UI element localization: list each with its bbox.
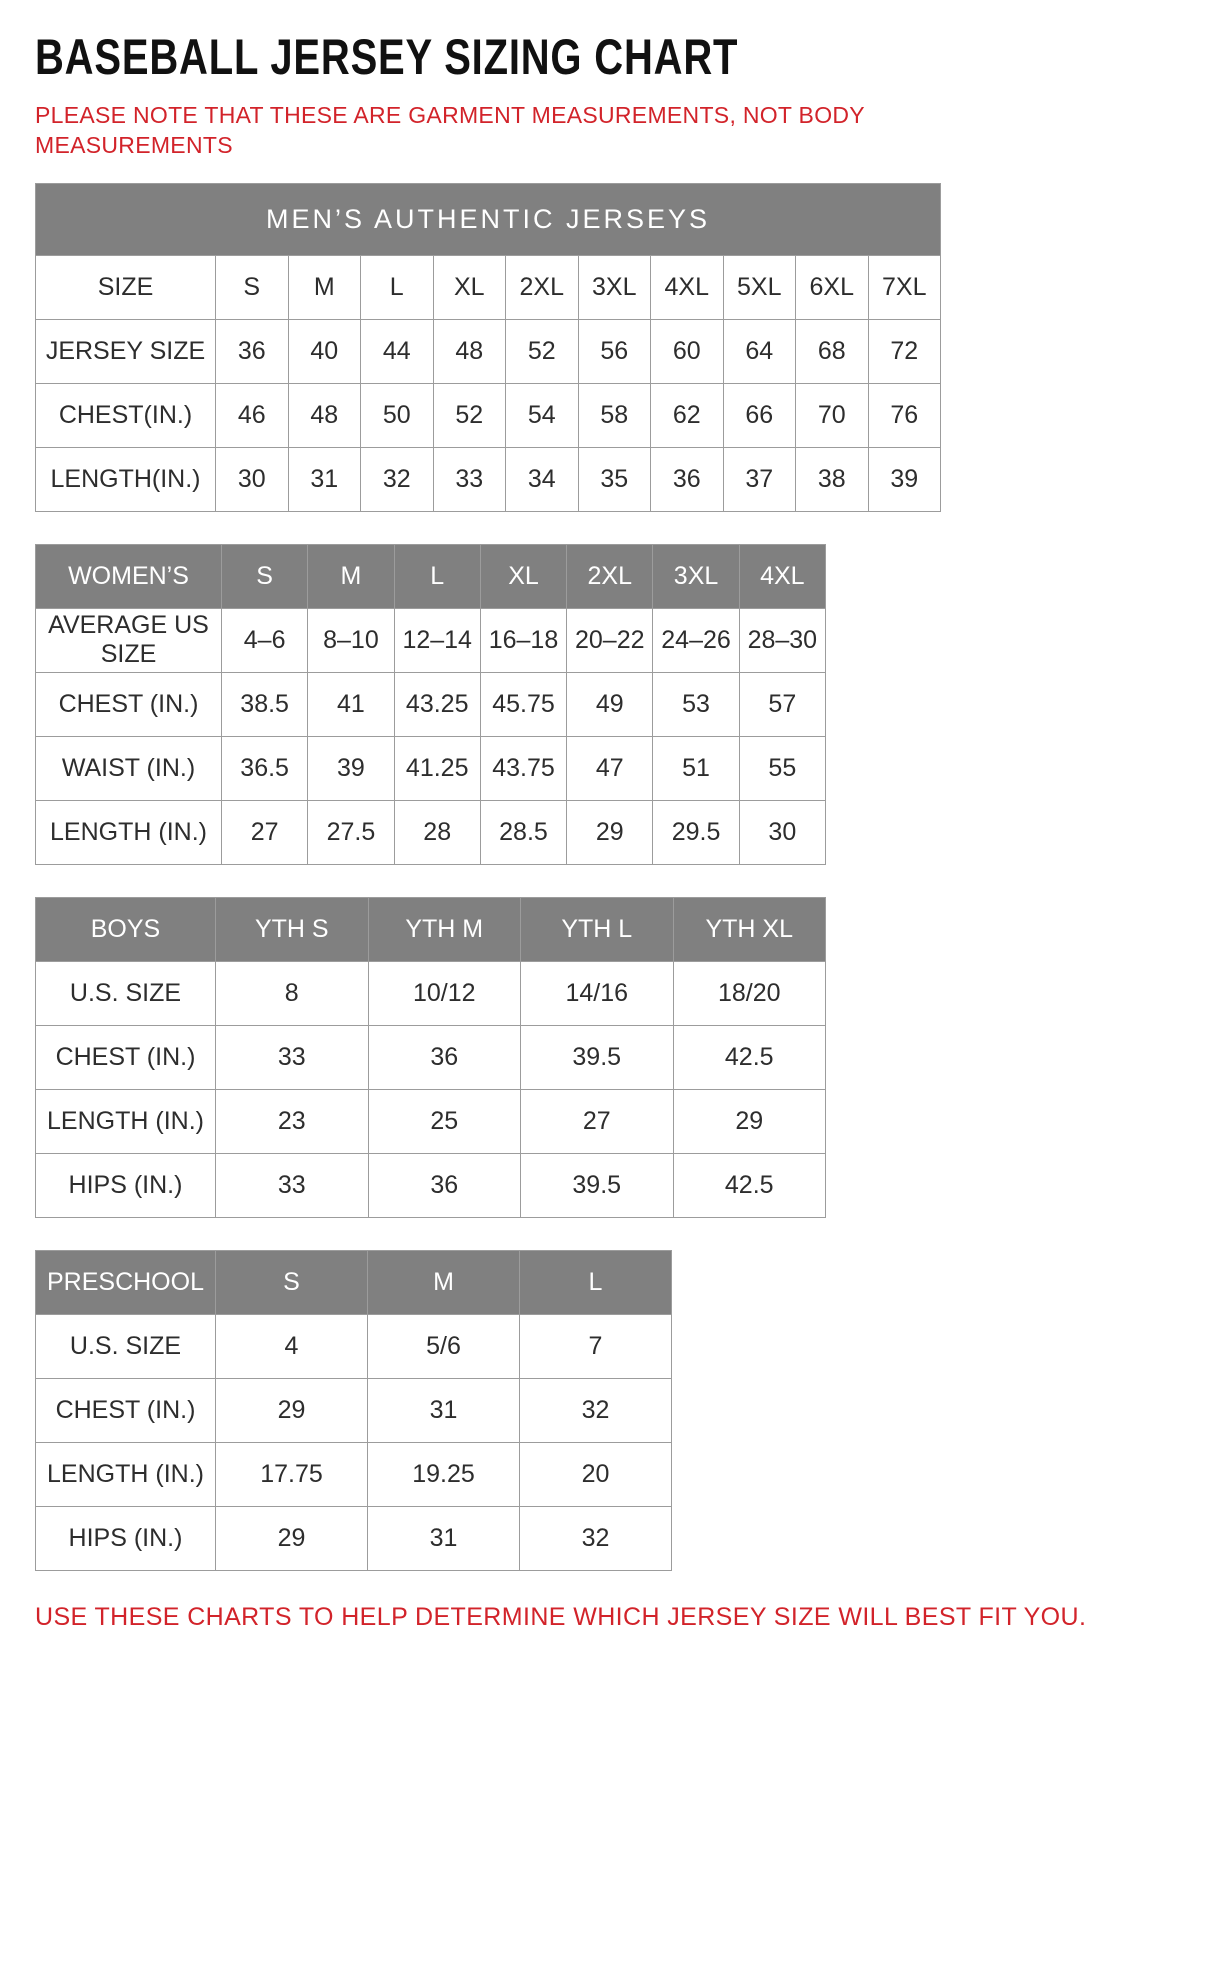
table-title-cell: PRESCHOOL — [36, 1250, 216, 1314]
table-row — [36, 672, 826, 736]
value-cell: 39 — [868, 447, 941, 511]
value-cell: 33 — [216, 1025, 369, 1089]
size-header-cell: YTH XL — [673, 897, 826, 961]
table-title-cell: WOMEN’S — [36, 544, 222, 608]
value-cell: 40 — [288, 319, 361, 383]
value-cell: 18/20 — [673, 961, 826, 1025]
size-header-cell: S — [222, 544, 308, 608]
row-label-cell: JERSEY SIZE — [36, 319, 216, 383]
value-cell: 56 — [578, 319, 651, 383]
value-cell: 70 — [796, 383, 869, 447]
value-cell: S — [216, 255, 289, 319]
value-cell: 10/12 — [368, 961, 521, 1025]
row-label-cell: CHEST (IN.) — [36, 1025, 216, 1089]
value-cell: 36 — [368, 1153, 521, 1217]
value-cell: 31 — [368, 1506, 520, 1570]
size-header-cell: 2XL — [567, 544, 653, 608]
value-cell: 32 — [520, 1378, 672, 1442]
value-cell: 42.5 — [673, 1153, 826, 1217]
value-cell: 62 — [651, 383, 724, 447]
size-header-cell: 4XL — [739, 544, 825, 608]
row-label-cell: HIPS (IN.) — [36, 1506, 216, 1570]
value-cell: 7XL — [868, 255, 941, 319]
value-cell: 31 — [288, 447, 361, 511]
value-cell: 33 — [216, 1153, 369, 1217]
value-cell: 20 — [520, 1442, 672, 1506]
value-cell: 30 — [739, 800, 825, 864]
value-cell: 6XL — [796, 255, 869, 319]
table-row — [36, 897, 826, 961]
value-cell: 7 — [520, 1314, 672, 1378]
value-cell: 64 — [723, 319, 796, 383]
table-row — [36, 447, 941, 511]
size-header-cell: YTH L — [521, 897, 674, 961]
value-cell: 54 — [506, 383, 579, 447]
value-cell: 37 — [723, 447, 796, 511]
value-cell: 43.25 — [394, 672, 480, 736]
table-row — [36, 255, 941, 319]
value-cell: 53 — [653, 672, 739, 736]
table-row — [36, 544, 826, 608]
value-cell: 68 — [796, 319, 869, 383]
value-cell: 29 — [216, 1506, 368, 1570]
value-cell: 57 — [739, 672, 825, 736]
page-title: BASEBALL JERSEY SIZING CHART — [35, 29, 739, 85]
row-label-cell: U.S. SIZE — [36, 961, 216, 1025]
value-cell: 36 — [368, 1025, 521, 1089]
value-cell: 8 — [216, 961, 369, 1025]
value-cell: 29 — [567, 800, 653, 864]
value-cell: 60 — [651, 319, 724, 383]
value-cell: 39.5 — [521, 1153, 674, 1217]
value-cell: 36 — [216, 319, 289, 383]
size-header-cell: M — [308, 544, 394, 608]
value-cell: 41 — [308, 672, 394, 736]
value-cell: 39 — [308, 736, 394, 800]
value-cell: 44 — [361, 319, 434, 383]
table-row — [36, 1025, 826, 1089]
size-header-cell: S — [216, 1250, 368, 1314]
row-label-cell: LENGTH (IN.) — [36, 1442, 216, 1506]
row-label-cell: SIZE — [36, 255, 216, 319]
preschool-jerseys-table — [35, 1250, 672, 1571]
table-row — [36, 1378, 672, 1442]
value-cell: 52 — [506, 319, 579, 383]
value-cell: 35 — [578, 447, 651, 511]
value-cell: 66 — [723, 383, 796, 447]
value-cell: 27 — [521, 1089, 674, 1153]
row-label-cell: CHEST (IN.) — [36, 1378, 216, 1442]
table-row — [36, 800, 826, 864]
value-cell: 4XL — [651, 255, 724, 319]
value-cell: 55 — [739, 736, 825, 800]
table-row — [36, 1314, 672, 1378]
value-cell: 23 — [216, 1089, 369, 1153]
value-cell: 36 — [651, 447, 724, 511]
value-cell: 49 — [567, 672, 653, 736]
value-cell: 47 — [567, 736, 653, 800]
size-header-cell: L — [394, 544, 480, 608]
row-label-cell: WAIST (IN.) — [36, 736, 222, 800]
table-row — [36, 1089, 826, 1153]
footer-note: USE THESE CHARTS TO HELP DETERMINE WHICH JERSEY SIZE WILL BEST FIT YOU. — [35, 1602, 1087, 1631]
value-cell: 16–18 — [480, 608, 566, 672]
size-header-cell: M — [368, 1250, 520, 1314]
value-cell: 72 — [868, 319, 941, 383]
size-header-cell: YTH S — [216, 897, 369, 961]
value-cell: 31 — [368, 1378, 520, 1442]
table-row — [36, 736, 826, 800]
value-cell: 51 — [653, 736, 739, 800]
row-label-cell: CHEST (IN.) — [36, 672, 222, 736]
value-cell: 4 — [216, 1314, 368, 1378]
value-cell: 28–30 — [739, 608, 825, 672]
value-cell: 48 — [288, 383, 361, 447]
table-row — [36, 961, 826, 1025]
value-cell: 43.75 — [480, 736, 566, 800]
value-cell: 24–26 — [653, 608, 739, 672]
value-cell: 39.5 — [521, 1025, 674, 1089]
value-cell: 41.25 — [394, 736, 480, 800]
value-cell: 3XL — [578, 255, 651, 319]
size-header-cell: XL — [480, 544, 566, 608]
size-header-cell: YTH M — [368, 897, 521, 961]
mens-table-banner: MEN’S AUTHENTIC JERSEYS — [36, 183, 941, 255]
size-header-cell: 3XL — [653, 544, 739, 608]
garment-measurement-note: PLEASE NOTE THAT THESE ARE GARMENT MEASUREMENTS, NOT BODY MEASUREMENTS — [35, 102, 865, 159]
value-cell: 32 — [520, 1506, 672, 1570]
table-row — [36, 608, 826, 672]
value-cell: 30 — [216, 447, 289, 511]
value-cell: 5XL — [723, 255, 796, 319]
value-cell: 38 — [796, 447, 869, 511]
womens-jerseys-table — [35, 544, 826, 865]
size-header-cell: L — [520, 1250, 672, 1314]
value-cell: 12–14 — [394, 608, 480, 672]
value-cell: 58 — [578, 383, 651, 447]
value-cell: 8–10 — [308, 608, 394, 672]
value-cell: M — [288, 255, 361, 319]
value-cell: 27 — [222, 800, 308, 864]
value-cell: 50 — [361, 383, 434, 447]
value-cell: 32 — [361, 447, 434, 511]
value-cell: 5/6 — [368, 1314, 520, 1378]
value-cell: 4–6 — [222, 608, 308, 672]
table-row — [36, 1153, 826, 1217]
row-label-cell: U.S. SIZE — [36, 1314, 216, 1378]
value-cell: 46 — [216, 383, 289, 447]
value-cell: 76 — [868, 383, 941, 447]
value-cell: 14/16 — [521, 961, 674, 1025]
value-cell: 25 — [368, 1089, 521, 1153]
boys-jerseys-table — [35, 897, 826, 1218]
value-cell: 36.5 — [222, 736, 308, 800]
row-label-cell: CHEST(IN.) — [36, 383, 216, 447]
value-cell: 34 — [506, 447, 579, 511]
value-cell: 19.25 — [368, 1442, 520, 1506]
table-row — [36, 1250, 672, 1314]
mens-authentic-jerseys-table — [35, 183, 941, 512]
value-cell: 42.5 — [673, 1025, 826, 1089]
row-label-cell: HIPS (IN.) — [36, 1153, 216, 1217]
value-cell: 29.5 — [653, 800, 739, 864]
value-cell: 29 — [216, 1378, 368, 1442]
value-cell: 17.75 — [216, 1442, 368, 1506]
table-row — [36, 1442, 672, 1506]
row-label-cell: AVERAGE US SIZE — [36, 608, 222, 672]
value-cell: 48 — [433, 319, 506, 383]
value-cell: XL — [433, 255, 506, 319]
table-row — [36, 319, 941, 383]
table-row — [36, 1506, 672, 1570]
table-title-cell: BOYS — [36, 897, 216, 961]
row-label-cell: LENGTH (IN.) — [36, 800, 222, 864]
value-cell: 29 — [673, 1089, 826, 1153]
value-cell: 27.5 — [308, 800, 394, 864]
value-cell: 38.5 — [222, 672, 308, 736]
row-label-cell: LENGTH(IN.) — [36, 447, 216, 511]
value-cell: 2XL — [506, 255, 579, 319]
value-cell: 28.5 — [480, 800, 566, 864]
value-cell: 33 — [433, 447, 506, 511]
value-cell: L — [361, 255, 434, 319]
value-cell: 52 — [433, 383, 506, 447]
value-cell: 20–22 — [567, 608, 653, 672]
row-label-cell: LENGTH (IN.) — [36, 1089, 216, 1153]
value-cell: 45.75 — [480, 672, 566, 736]
value-cell: 28 — [394, 800, 480, 864]
table-row — [36, 383, 941, 447]
